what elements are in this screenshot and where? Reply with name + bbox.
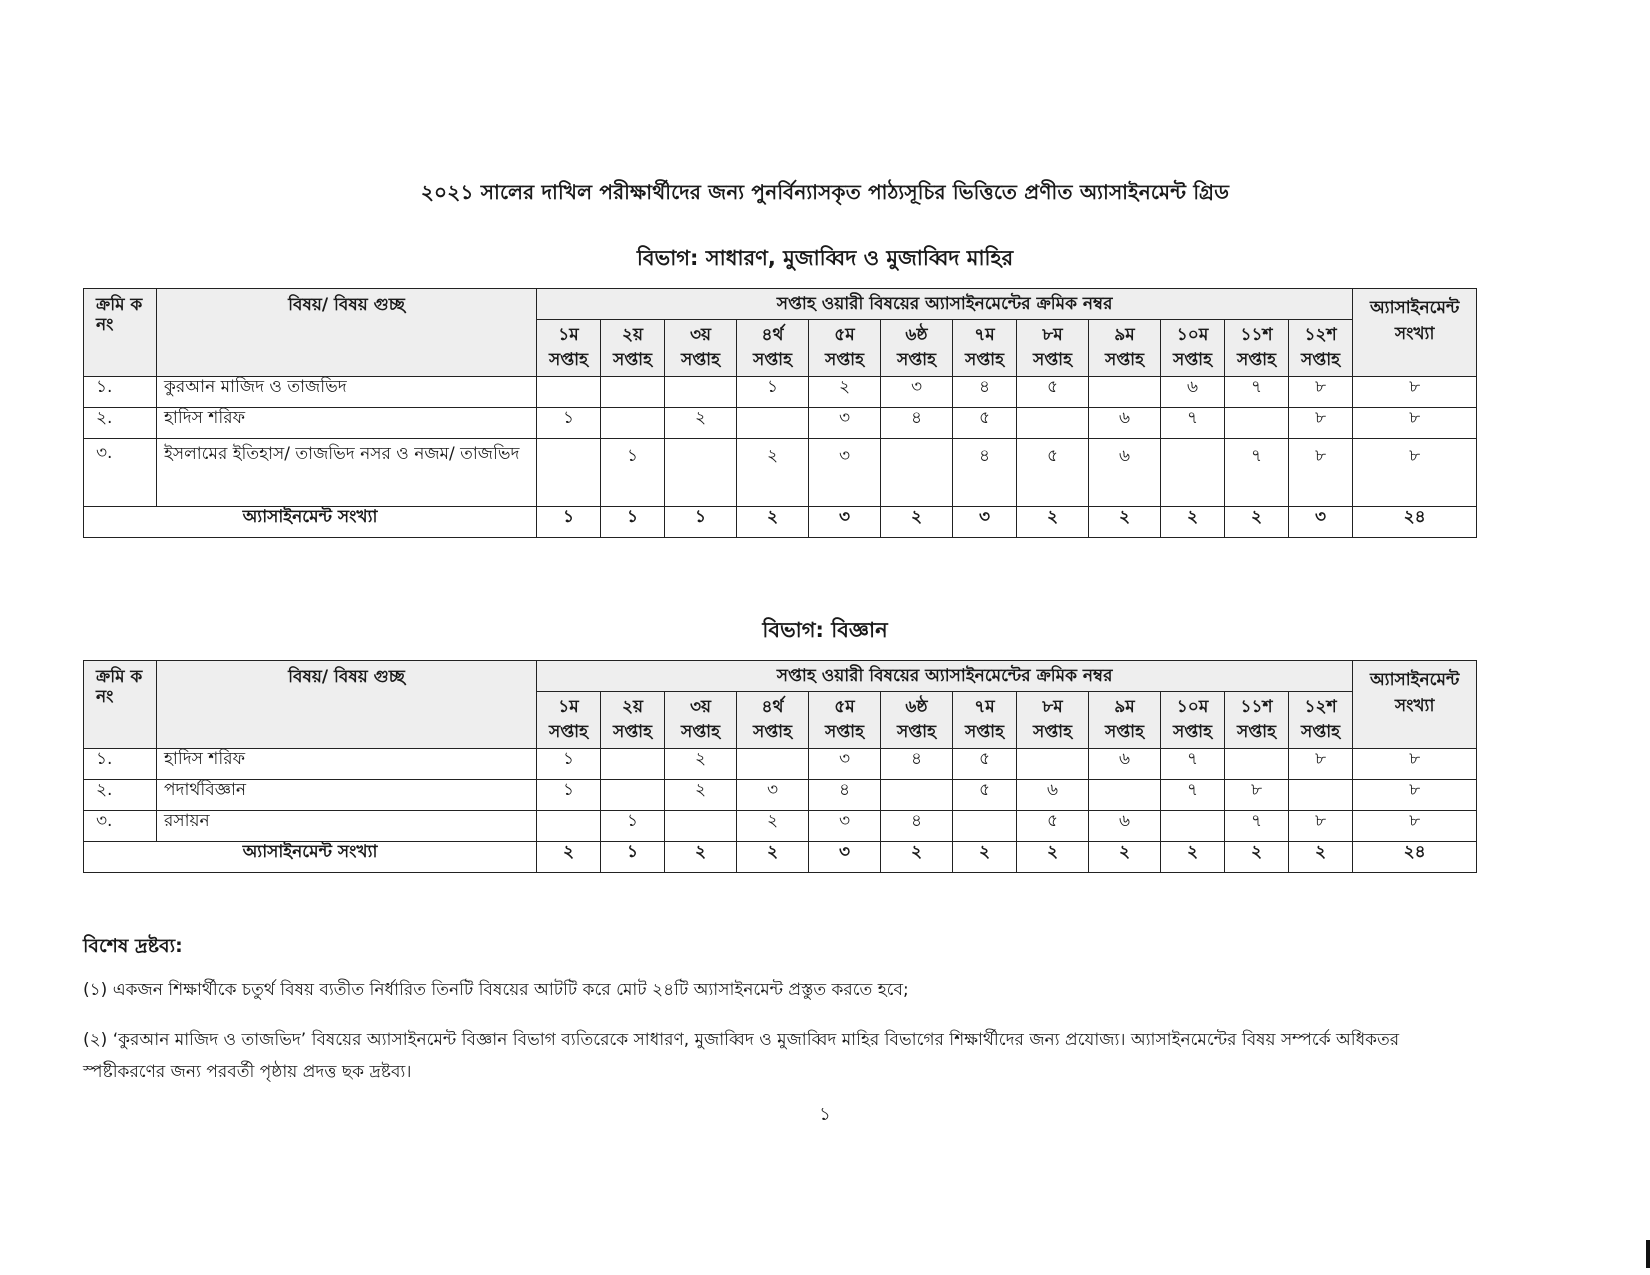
week-cell: ৮ [1289,408,1353,439]
week-cell: ১ [601,439,665,507]
week-ordinal: ৮ম [1042,697,1063,717]
week-cell [1225,408,1289,439]
week-cell: ২ [665,408,737,439]
header-week [1225,692,1289,749]
week-ordinal: ১২শ [1304,697,1337,717]
week-cell: ৭ [1225,377,1289,408]
week-cell: ৩ [809,408,881,439]
week-word: সপ্তাহ [1032,722,1073,742]
header-serial: ক্রমি ক নং [84,661,157,749]
notes-heading: বিশেষ দ্রষ্টব্য: [83,935,183,957]
week-cell [601,749,665,780]
week-cell: ৬ [1089,408,1161,439]
department-heading-general: বিভাগ: সাধারণ, মুজাব্বিদ ও মুজাব্বিদ মাহির [636,246,1014,270]
summary-cell: ২ [537,842,601,873]
week-cell [601,408,665,439]
header-serial: ক্রমি ক নং [84,289,157,377]
week-word: সপ্তাহ [1172,350,1213,370]
header-week [601,692,665,749]
week-cell [1017,408,1089,439]
header-subject: বিষয়/ বিষয় গুচ্ছ [157,289,537,377]
week-cell [737,408,809,439]
week-cell: ১ [601,811,665,842]
header-week [809,692,881,749]
summary-cell: ১ [537,507,601,538]
summary-label: অ্যাসাইনমেন্ট সংখ্যা [84,507,537,538]
week-ordinal: ৯ম [1114,325,1135,345]
header-week [665,320,737,377]
header-subject: বিষয়/ বিষয় গুচ্ছ [157,661,537,749]
scan-edge-mark [1646,1240,1650,1268]
week-cell [1089,377,1161,408]
row-subject: পদার্থবিজ্ঞান [157,780,537,811]
week-ordinal: ৫ম [834,325,855,345]
week-ordinal: ৭ম [974,325,995,345]
header-total: অ্যাসাইনমেন্ট সংখ্যা [1353,661,1477,749]
summary-cell: ৩ [809,507,881,538]
week-ordinal: ১০ম [1176,697,1209,717]
header-week [1161,692,1225,749]
week-cell [953,811,1017,842]
week-cell: ৪ [809,780,881,811]
header-week [537,692,601,749]
row-serial: ১. [84,749,157,780]
header-week [881,692,953,749]
header-week [953,320,1017,377]
summary-total: ২৪ [1353,507,1477,538]
summary-cell: ২ [665,842,737,873]
header-week [1017,320,1089,377]
week-cell: ৩ [809,749,881,780]
week-cell: ৮ [1289,377,1353,408]
summary-cell: ৩ [809,842,881,873]
header-total: অ্যাসাইনমেন্ট সংখ্যা [1353,289,1477,377]
summary-cell: ২ [1289,842,1353,873]
week-cell [1225,749,1289,780]
header-week [1289,692,1353,749]
summary-cell: ২ [1017,507,1089,538]
summary-cell: ২ [1089,507,1161,538]
week-word: সপ্তাহ [1236,722,1277,742]
week-cell: ৭ [1161,749,1225,780]
week-cell [881,780,953,811]
row-total: ৮ [1353,408,1477,439]
week-cell [601,780,665,811]
row-subject: হাদিস শরিফ [157,749,537,780]
week-cell: ৬ [1089,811,1161,842]
summary-cell: ৩ [1289,507,1353,538]
row-subject: কুরআন মাজিদ ও তাজভিদ [157,377,537,408]
week-cell: ৭ [1225,811,1289,842]
row-total: ৮ [1353,377,1477,408]
header-week [737,320,809,377]
week-ordinal: ১১শ [1240,325,1273,345]
header-row [84,661,1477,692]
week-word: সপ্তাহ [1104,722,1145,742]
table-row [84,780,1477,811]
week-cell [1161,439,1225,507]
week-cell: ৭ [1225,439,1289,507]
summary-cell: ১ [665,507,737,538]
week-word: সপ্তাহ [964,722,1005,742]
week-cell: ৪ [953,439,1017,507]
row-serial: ৩. [84,439,157,507]
row-serial: ২. [84,408,157,439]
week-ordinal: ৫ম [834,697,855,717]
summary-cell: ২ [1089,842,1161,873]
header-week [1225,320,1289,377]
header-week [1089,692,1161,749]
summary-cell: ২ [953,842,1017,873]
week-cell: ৩ [809,439,881,507]
week-cell: ২ [665,749,737,780]
week-cell: ৬ [1089,439,1161,507]
table-row [84,377,1477,408]
week-word: সপ্তাহ [1301,350,1341,370]
summary-label: অ্যাসাইনমেন্ট সংখ্যা [84,842,537,873]
week-cell: ১ [537,780,601,811]
summary-row [84,842,1477,873]
week-cell [1017,749,1089,780]
week-cell: ৭ [1161,780,1225,811]
department-heading-science: বিভাগ: বিজ্ঞান [762,618,888,642]
row-serial: ৩. [84,811,157,842]
summary-cell: ২ [1017,842,1089,873]
week-cell: ২ [737,811,809,842]
header-week [665,692,737,749]
week-cell [665,377,737,408]
week-cell: ৮ [1289,811,1353,842]
header-week [537,320,601,377]
header-week [1089,320,1161,377]
week-cell [737,749,809,780]
week-cell: ৮ [1289,749,1353,780]
week-cell: ৩ [881,377,953,408]
week-word: সপ্তাহ [612,350,653,370]
week-ordinal: ১২শ [1304,325,1337,345]
week-cell: ৫ [953,780,1017,811]
week-cell: ৪ [881,749,953,780]
header-row [84,289,1477,320]
row-serial: ২. [84,780,157,811]
note-item: (১) একজন শিক্ষার্থীকে চতুর্থ বিষয় ব্যতীত নির্ধারিত তিনটি বিষয়ের আটটি করে মোট ২৪টি অ্যাসাইনমেন্ট প্রস্তুত করতে হবে; [83,980,909,1000]
week-cell: ৬ [1089,749,1161,780]
row-subject: ইসলামের ইতিহাস/ তাজভিদ নসর ও নজম/ তাজভিদ [157,439,537,507]
week-cell: ৮ [1225,780,1289,811]
assignment-grid-general [83,288,1477,538]
row-subject: রসায়ন [157,811,537,842]
week-word: সপ্তাহ [1032,350,1073,370]
week-word: সপ্তাহ [1236,350,1277,370]
note-item: (২) ‘কুরআন মাজিদ ও তাজভিদ’ বিষয়ের অ্যাসাইনমেন্ট বিজ্ঞান বিভাগ ব্যতিরেকে সাধারণ, মুজাব্বিদ ও মুজাব্বিদ মাহির বিভাগের শিক্ষার্থীদের জন্য প্রযোজ্য। অ্যাসাইনমেন্টের বিষয় সম্পর্কে অধিকতর স্পষ্টীকরণের জন্য পরবর্তী পৃষ্ঠায় প্রদত্ত ছক দ্রষ্টব্য। [83,1030,1400,1082]
summary-cell: ১ [601,507,665,538]
summary-cell: ২ [737,507,809,538]
week-word: সপ্তাহ [824,350,865,370]
week-cell [537,377,601,408]
week-cell: ২ [809,377,881,408]
week-ordinal: ১ম [558,697,579,717]
week-cell: ৫ [1017,439,1089,507]
summary-cell: ২ [1225,842,1289,873]
week-word: সপ্তাহ [680,350,721,370]
week-word: সপ্তাহ [1301,722,1341,742]
header-week [953,692,1017,749]
week-cell [1161,811,1225,842]
week-cell: ৭ [1161,408,1225,439]
week-cell: ৮ [1289,439,1353,507]
week-cell: ৫ [953,408,1017,439]
week-ordinal: ৩য় [689,325,712,345]
header-week [1017,692,1089,749]
summary-cell: ২ [881,507,953,538]
summary-cell: ২ [1225,507,1289,538]
summary-row [84,507,1477,538]
week-ordinal: ৪র্থ [761,697,784,717]
week-word: সপ্তাহ [1104,350,1145,370]
week-cell [1289,780,1353,811]
week-cell: ৪ [953,377,1017,408]
week-word: সপ্তাহ [896,350,937,370]
header-week [1161,320,1225,377]
week-ordinal: ৯ম [1114,697,1135,717]
summary-total: ২৪ [1353,842,1477,873]
header-week [881,320,953,377]
week-cell [881,439,953,507]
week-cell: ১ [537,408,601,439]
grid-body [84,289,1477,538]
week-word: সপ্তাহ [752,722,793,742]
week-cell [601,377,665,408]
summary-cell: ১ [601,842,665,873]
table-row [84,439,1477,507]
table-row [84,811,1477,842]
week-cell: ৬ [1161,377,1225,408]
week-ordinal: ৮ম [1042,325,1063,345]
week-word: সপ্তাহ [896,722,937,742]
week-ordinal: ১ম [558,325,579,345]
week-cell [537,439,601,507]
week-word: সপ্তাহ [680,722,721,742]
week-word: সপ্তাহ [1172,722,1213,742]
week-word: সপ্তাহ [548,722,589,742]
week-ordinal: ৬ষ্ঠ [905,325,928,345]
header-week [601,320,665,377]
week-cell: ৫ [1017,377,1089,408]
header-week [737,692,809,749]
row-serial: ১. [84,377,157,408]
week-word: সপ্তাহ [752,350,793,370]
week-cell: ৬ [1017,780,1089,811]
grid-body [84,661,1477,873]
table-row [84,749,1477,780]
week-cell: ২ [665,780,737,811]
week-word: সপ্তাহ [612,722,653,742]
summary-cell: ৩ [953,507,1017,538]
header-week [809,320,881,377]
week-cell: ৪ [881,408,953,439]
header-weekwise: সপ্তাহ ওয়ারী বিষয়ের অ্যাসাইনমেন্টের ক্রমিক নম্বর [537,289,1353,320]
week-word: সপ্তাহ [964,350,1005,370]
week-ordinal: ৪র্থ [761,325,784,345]
week-cell [1089,780,1161,811]
week-word: সপ্তাহ [824,722,865,742]
week-ordinal: ১১শ [1240,697,1273,717]
week-cell [665,811,737,842]
week-ordinal: ১০ম [1176,325,1209,345]
week-ordinal: ৬ষ্ঠ [905,697,928,717]
week-cell: ৩ [809,811,881,842]
row-total: ৮ [1353,749,1477,780]
week-cell: ৫ [1017,811,1089,842]
header-week [1289,320,1353,377]
row-total: ৮ [1353,780,1477,811]
week-cell: ৩ [737,780,809,811]
week-cell: ১ [737,377,809,408]
week-cell [537,811,601,842]
week-cell: ২ [737,439,809,507]
week-ordinal: ২য় [621,325,644,345]
week-cell: ৪ [881,811,953,842]
week-ordinal: ৭ম [974,697,995,717]
summary-cell: ২ [881,842,953,873]
summary-cell: ২ [1161,507,1225,538]
row-subject: হাদিস শরিফ [157,408,537,439]
assignment-grid-science [83,660,1477,873]
week-word: সপ্তাহ [548,350,589,370]
header-weekwise: সপ্তাহ ওয়ারী বিষয়ের অ্যাসাইনমেন্টের ক্রমিক নম্বর [537,661,1353,692]
week-ordinal: ২য় [621,697,644,717]
week-cell: ৫ [953,749,1017,780]
document-title: ২০২১ সালের দাখিল পরীক্ষার্থীদের জন্য পুনর্বিন্যাসকৃত পাঠ্যসূচির ভিত্তিতে প্রণীত অ্যাসাইনমেন্ট গ্রিড [420,180,1230,204]
summary-cell: ২ [737,842,809,873]
row-total: ৮ [1353,439,1477,507]
page-number: ১ [819,1104,831,1125]
week-cell [665,439,737,507]
row-total: ৮ [1353,811,1477,842]
summary-cell: ২ [1161,842,1225,873]
week-cell: ১ [537,749,601,780]
week-ordinal: ৩য় [689,697,712,717]
table-row [84,408,1477,439]
